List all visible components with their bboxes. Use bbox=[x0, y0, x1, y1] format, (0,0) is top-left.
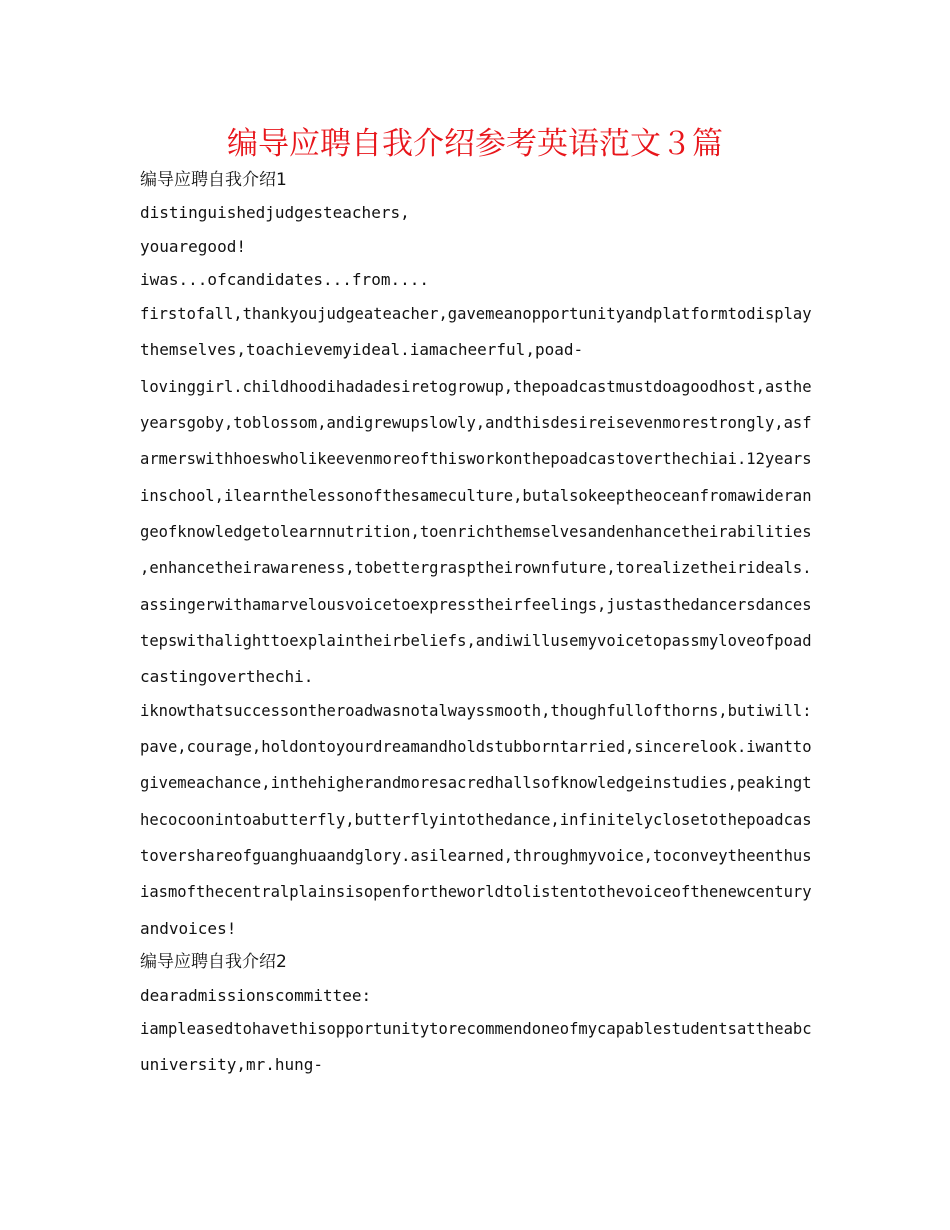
text-line: castingoverthechi. bbox=[140, 667, 314, 686]
text-line: iasmofthecentralplainsisopenfortheworldtolistentothevoiceofthenewcentury bbox=[140, 882, 812, 901]
text-line: youaregood! bbox=[140, 237, 246, 256]
text-line: university,mr.hung- bbox=[140, 1055, 324, 1074]
text-line: yearsgoby,toblossom,andigrewupslowly,andthisdesireisevenmorestrongly,asf bbox=[140, 413, 812, 432]
text-line: tepswithalighttoexplaintheirbeliefs,andiwillusemyvoicetopassmyloveofpoad bbox=[140, 631, 812, 650]
text-line: geofknowledgetolearnnutrition,toenrichthemselvesandenhancetheirabilities bbox=[140, 522, 812, 541]
text-line: ,enhancetheirawareness,tobettergrasptheirownfuture,torealizetheirideals. bbox=[140, 558, 812, 577]
text-line: givemeachance,inthehigherandmoresacredhallsofknowledgeinstudies,peakingt bbox=[140, 773, 812, 792]
section-heading: 编导应聘自我介绍2 bbox=[140, 952, 287, 972]
text-line: armerswithhoeswholikeevenmoreofthisworkonthepoadcastoverthechiai.12years bbox=[140, 449, 812, 468]
text-line: firstofall,thankyoujudgeateacher,gavemeanopportunityandplatformtodisplay bbox=[140, 304, 812, 323]
text-line: hecocoonintoabutterfly,butterflyintothedance,infinitelyclosetothepoadcas bbox=[140, 810, 812, 829]
text-line: lovinggirl.childhoodihadadesiretogrowup,thepoadcastmustdoagoodhost,asthe bbox=[140, 377, 812, 396]
text-line: pave,courage,holdontoyourdreamandholdstubborntarried,sincerelook.iwantto bbox=[140, 737, 812, 756]
text-line: inschool,ilearnthelessonofthesameculture,butalsokeeptheoceanfromawideran bbox=[140, 486, 812, 505]
text-line: iwas...ofcandidates...from.... bbox=[140, 270, 429, 289]
text-line: iampleasedtohavethisopportunitytorecommendoneofmycapablestudentsattheabc bbox=[140, 1019, 812, 1038]
document-title: 编导应聘自我介绍参考英语范文３篇 bbox=[227, 126, 723, 162]
text-line: themselves,toachievemyideal.iamacheerful,poad- bbox=[140, 340, 584, 359]
text-line: tovershareofguanghuaandglory.asilearned,throughmyvoice,toconveytheenthus bbox=[140, 846, 812, 865]
text-line: distinguishedjudgesteachers, bbox=[140, 203, 410, 222]
text-line: iknowthatsuccessontheroadwasnotalwayssmooth,thoughfullofthorns,butiwill: bbox=[140, 701, 812, 720]
section-heading: 编导应聘自我介绍1 bbox=[140, 170, 287, 190]
text-line: assingerwithamarvelousvoicetoexpresstheirfeelings,justasthedancersdances bbox=[140, 595, 812, 614]
text-line: dearadmissionscommittee: bbox=[140, 986, 372, 1005]
text-line: andvoices! bbox=[140, 919, 237, 938]
